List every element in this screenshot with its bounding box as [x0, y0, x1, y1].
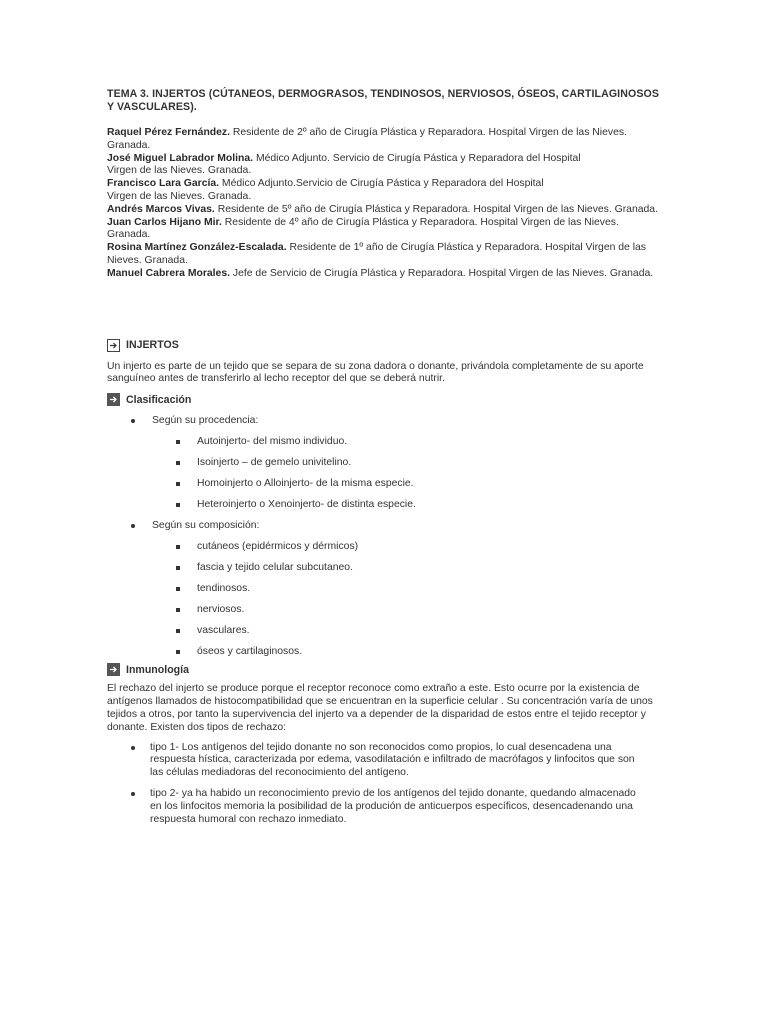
list-item: óseos y cartilaginosos.: [107, 646, 667, 659]
list-item: Homoinjerto o Alloinjerto- de la misma especie.: [107, 478, 667, 491]
list-item: Autoinjerto- del mismo individuo.: [107, 436, 667, 449]
list-item: nerviosos.: [107, 604, 667, 617]
author-role: Médico Adjunto. Servicio de Cirugía Pástica y Reparadora del Hospital Virgen de las Nieves. Granada.: [107, 152, 581, 177]
inmunologia-heading-label: Inmunología: [126, 663, 189, 676]
arrow-right-box-filled-icon: [107, 393, 120, 406]
list-item: [107, 415, 667, 428]
author-name: José Miguel Labrador Molina.: [107, 152, 254, 164]
author-name: Manuel Cabrera Morales.: [107, 267, 230, 279]
rechazo-types-list: [107, 742, 637, 827]
author-role: Jefe de Servicio de Cirugía Plástica y Reparadora. Hospital Virgen de las Nieves. Granada.: [230, 267, 654, 279]
inmunologia-heading: [107, 663, 667, 676]
inmunologia-paragraph: El rechazo del injerto se produce porque el receptor reconoce como extraño a este. Esto ocurre por la existencia de antígenos llamados de histocompatibilidad que se encuentran en la superficie celular . Su concentración varía de unos tejidos a otros, por tanto la supervivencia del injerto va a depender de la disparidad de estos entre el tejido receptor y donante. Existen dos tipos de rechazo:: [107, 683, 653, 733]
author-role: Residente de 2º año de Cirugía Plástica y Reparadora. Hospital Virgen de las Nieves. Granada.: [107, 127, 627, 151]
author-role: Médico Adjunto.Servicio de Cirugía Pástica y Reparadora del Hospital Virgen de las Nieves. Granada.: [107, 178, 544, 202]
document-title: TEMA 3. INJERTOS (CÚTANEOS, DERMOGRASOS, TENDINOSOS, NERVIOSOS, ÓSEOS, CARTILAGINOSOS Y VASCULARES).: [107, 88, 659, 113]
author-name: Juan Carlos Hijano Mir.: [107, 216, 222, 228]
author-entry: [107, 242, 667, 268]
clasificacion-heading: [107, 393, 667, 406]
author-role: Residente de 4º año de Cirugía Plástica y Reparadora. Hospital Virgen de las Nieves. Granada.: [107, 216, 619, 241]
list-item: tipo 1- Los antígenos del tejido donante no son reconocidos como propios, lo cual desencadena una respuesta hística, caracterizada por edema, vasodilatación e infiltrado de macrófagos y linfocitos que son las células mediadoras del reconocimiento del antígeno.: [107, 742, 637, 780]
author-entry: [107, 268, 662, 281]
list-item: tendinosos.: [107, 583, 667, 596]
author-entry: [107, 204, 667, 217]
author-role: Residente de 5º año de Cirugía Plástica y Reparadora. Hospital Virgen de las Nieves. Granada.: [214, 203, 658, 215]
author-entry: [107, 178, 547, 204]
list-item: tipo 2- ya ha habido un reconocimiento previo de los antígenos del tejido donante, quedando almacenado en los linfocitos memoria la posibilidad de la produción de anticuerpos específicos, desencadenando una respuesta humoral con rechazo inmediato.: [107, 788, 637, 826]
list-item: Heteroinjerto o Xenoinjerto- de distinta especie.: [107, 499, 667, 512]
author-list: [107, 127, 667, 281]
composicion-list: [107, 541, 667, 659]
arrow-right-box-outline-icon: [107, 339, 120, 352]
composicion-block: [107, 520, 667, 533]
injertos-heading: [107, 339, 667, 352]
list-item: Isoinjerto – de gemelo univitelino.: [107, 457, 667, 470]
author-entry: [107, 153, 597, 179]
list-item: vasculares.: [107, 625, 667, 638]
clasificacion-heading-label: Clasificación: [126, 393, 192, 406]
document-body: [107, 88, 667, 826]
list-item: cutáneos (epidérmicos y dérmicos): [107, 541, 667, 554]
injertos-heading-label: INJERTOS: [126, 339, 179, 352]
list-item: [107, 520, 667, 533]
procedencia-label: Según su procedencia:: [152, 415, 259, 427]
author-entry: [107, 127, 637, 153]
composicion-label: Según su composición:: [152, 519, 260, 531]
clasificacion-list: [107, 415, 667, 428]
author-entry: [107, 217, 632, 243]
injertos-definition: Un injerto es parte de un tejido que se separa de su zona dadora o donante, privándola completamente de su aporte sanguíneo antes de transferirlo al lecho receptor del que se deberá nutrir.: [107, 360, 644, 385]
author-name: Andrés Marcos Vivas.: [107, 203, 215, 215]
author-name: Francisco Lara García.: [107, 178, 220, 190]
list-item: fascia y tejido celular subcutaneo.: [107, 562, 667, 575]
author-name: Raquel Pérez Fernández.: [107, 127, 230, 138]
author-role: Residente de 1º año de Cirugía Plástica y Reparadora. Hospital Virgen de las Nieves. Granada.: [107, 242, 646, 266]
arrow-right-box-filled-icon: [107, 663, 120, 676]
author-name: Rosina Martínez González-Escalada.: [107, 242, 287, 254]
procedencia-list: [107, 436, 667, 512]
